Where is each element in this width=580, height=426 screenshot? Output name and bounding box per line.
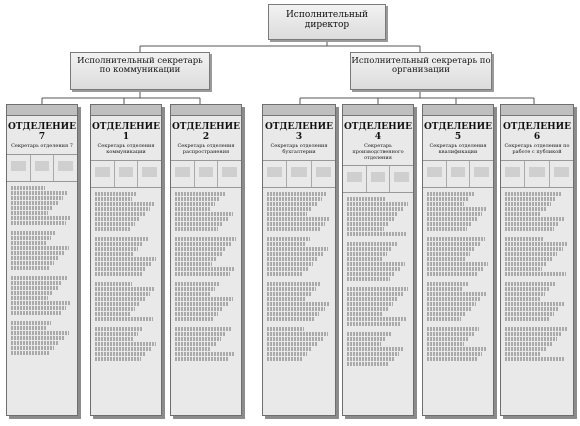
fine-print-line [95, 297, 145, 301]
fine-print-line [11, 331, 69, 335]
fine-print-line [95, 197, 132, 201]
department-7-subtitle: Секретарь отделения 7 [7, 142, 77, 155]
fine-print-line [427, 192, 474, 196]
fine-print-line [505, 317, 549, 321]
fine-print-line [175, 337, 221, 341]
fine-print-line [427, 302, 476, 306]
fine-print-line [347, 242, 397, 246]
fine-print-line [11, 301, 71, 305]
fine-print-line [267, 347, 312, 351]
fine-print-line [347, 342, 381, 346]
fine-print-line [175, 242, 231, 246]
fine-print-line [427, 297, 481, 301]
department-6-subtitle: Секретарь отделения по работе с публикой [501, 142, 573, 161]
fine-print-line [95, 272, 142, 276]
fine-print-line [95, 307, 135, 311]
fine-print-line [505, 327, 567, 331]
fine-print-line [505, 342, 552, 346]
fine-print-line [427, 357, 477, 361]
department-1-subtitle: Секретарь отделения коммуникации [91, 142, 161, 161]
department-2-subtitle: Секретарь отделения распространения [171, 142, 241, 161]
fine-print-line [175, 292, 210, 296]
fine-print-line [11, 276, 67, 280]
fine-print-line [11, 261, 54, 265]
fine-print-line [95, 287, 155, 291]
fine-print-line [505, 337, 557, 341]
department-1 [90, 104, 162, 416]
fine-print-line [11, 216, 71, 220]
fine-print-line [267, 227, 320, 231]
department-7 [6, 104, 78, 416]
fine-print-line [427, 237, 485, 241]
fine-print-line [347, 287, 408, 291]
fine-print-line [11, 326, 46, 330]
fine-print-line [267, 342, 318, 346]
fine-print-line [347, 337, 386, 341]
fine-print-line [347, 302, 393, 306]
fine-print-line [267, 217, 330, 221]
fine-print-line [505, 207, 546, 211]
fine-print-line [427, 252, 470, 256]
fine-print-line [175, 317, 213, 321]
fine-print-line [505, 242, 568, 246]
department-2-body [171, 188, 241, 366]
fine-print-line [95, 327, 143, 331]
department-3 [262, 104, 336, 416]
fine-print-line [11, 311, 61, 315]
fine-print-line [347, 362, 389, 366]
fine-print-line [267, 207, 312, 211]
fine-print-line [175, 212, 233, 216]
fine-print-line [347, 357, 394, 361]
fine-print-line [347, 207, 403, 211]
fine-print-line [11, 211, 48, 215]
fine-print-line [175, 307, 223, 311]
fine-print-line [11, 266, 49, 270]
fine-print-line [505, 267, 542, 271]
fine-print-line [347, 277, 390, 281]
fine-print-line [347, 257, 382, 261]
department-2 [170, 104, 242, 416]
fine-print-line [427, 227, 467, 231]
fine-print-line [427, 317, 461, 321]
fine-print-line [175, 217, 228, 221]
fine-print-line [95, 212, 145, 216]
department-5-header-strip [423, 105, 493, 116]
fine-print-line [505, 262, 547, 266]
fine-print-line [267, 282, 321, 286]
fine-print-line [95, 292, 150, 296]
department-6-body [501, 188, 573, 366]
fine-print-line [11, 221, 66, 225]
fine-print-line [11, 341, 59, 345]
fine-print-line [347, 307, 388, 311]
department-7-body [7, 182, 77, 360]
department-1-sections [91, 161, 161, 188]
department-4-header-strip [343, 105, 413, 116]
fine-print-line [267, 267, 308, 271]
fine-print-line [11, 296, 48, 300]
fine-print-line [267, 287, 316, 291]
department-2-sections [171, 161, 241, 188]
fine-print-line [267, 302, 330, 306]
fine-print-line [175, 202, 215, 206]
fine-print-line [11, 201, 58, 205]
fine-print-line [175, 192, 225, 196]
fine-print-line [175, 332, 226, 336]
fine-print-line [427, 197, 469, 201]
department-5-body [423, 188, 493, 366]
fine-print-line [175, 347, 211, 351]
secretary-organization-box [350, 52, 492, 90]
fine-print-line [505, 307, 559, 311]
fine-print-line [427, 282, 468, 286]
fine-print-line [175, 267, 235, 271]
fine-print-line [11, 246, 69, 250]
fine-print-line [427, 327, 479, 331]
fine-print-line [95, 317, 153, 321]
fine-print-line [427, 212, 482, 216]
fine-print-line [267, 262, 313, 266]
department-1-body [91, 188, 161, 366]
department-7-sections [7, 155, 77, 182]
fine-print-line [347, 332, 391, 336]
fine-print-line [267, 197, 322, 201]
fine-print-line [95, 237, 148, 241]
fine-print-line [175, 247, 226, 251]
fine-print-line [175, 257, 217, 261]
fine-print-line [347, 222, 389, 226]
fine-print-line [347, 297, 398, 301]
fine-print-line [175, 262, 212, 266]
department-7-header-strip [7, 105, 77, 116]
fine-print-line [95, 357, 141, 361]
fine-print-line [95, 222, 135, 226]
fine-print-line [427, 242, 480, 246]
fine-print-line [95, 302, 140, 306]
department-3-sections [263, 161, 335, 188]
fine-print-line [267, 297, 306, 301]
fine-print-line [11, 236, 51, 240]
department-4-subtitle: Секретарь производственного отделения [343, 142, 413, 166]
fine-print-line [347, 267, 400, 271]
fine-print-line [95, 347, 151, 351]
fine-print-line [347, 292, 403, 296]
fine-print-line [175, 287, 215, 291]
fine-print-line [175, 297, 233, 301]
fine-print-line [95, 282, 132, 286]
fine-print-line [427, 262, 488, 266]
fine-print-line [505, 312, 554, 316]
fine-print-line [347, 217, 394, 221]
fine-print-line [267, 192, 327, 196]
department-5-subtitle: Секретарь отделения квалификации [423, 142, 493, 161]
fine-print-line [267, 212, 307, 216]
fine-print-line [427, 342, 464, 346]
fine-print-line [95, 247, 138, 251]
fine-print-line [427, 222, 472, 226]
fine-print-line [11, 346, 54, 350]
fine-print-line [427, 267, 483, 271]
fine-print-line [347, 262, 405, 266]
fine-print-line [267, 202, 317, 206]
fine-print-line [11, 321, 51, 325]
fine-print-line [505, 202, 551, 206]
fine-print-line [11, 206, 53, 210]
fine-print-line [505, 332, 562, 336]
fine-print-line [95, 257, 156, 261]
fine-print-line [505, 287, 550, 291]
department-3-subtitle: Секретарь отделения бухгалтерии [263, 142, 335, 161]
fine-print-line [11, 231, 56, 235]
fine-print-line [347, 272, 395, 276]
department-4 [342, 104, 414, 416]
department-1-header-strip [91, 105, 161, 116]
fine-print-line [347, 312, 383, 316]
fine-print-line [95, 342, 156, 346]
department-5-sections [423, 161, 493, 188]
department-3-body [263, 188, 335, 366]
fine-print-line [95, 242, 143, 246]
fine-print-line [427, 307, 471, 311]
fine-print-line [267, 272, 303, 276]
department-5-title: ОТДЕЛЕНИЕ 5 [423, 122, 493, 142]
fine-print-line [505, 257, 552, 261]
fine-print-line [427, 337, 469, 341]
fine-print-line [347, 197, 385, 201]
fine-print-line [505, 357, 565, 361]
fine-print-line [267, 327, 304, 331]
fine-print-line [175, 222, 223, 226]
fine-print-line [175, 312, 218, 316]
fine-print-line [267, 292, 311, 296]
department-6-sections [501, 161, 573, 188]
fine-print-line [347, 352, 399, 356]
fine-print-line [11, 251, 64, 255]
fine-print-line [347, 247, 392, 251]
fine-print-line [427, 257, 465, 261]
fine-print-line [505, 297, 540, 301]
department-2-title: ОТДЕЛЕНИЕ 2 [171, 122, 241, 142]
fine-print-line [11, 336, 64, 340]
fine-print-line [347, 347, 404, 351]
fine-print-line [267, 252, 323, 256]
secretary-communication-box [70, 52, 210, 90]
fine-print-line [427, 352, 482, 356]
department-2-header-strip [171, 105, 241, 116]
fine-print-line [427, 287, 463, 291]
department-3-title: ОТДЕЛЕНИЕ 3 [264, 122, 334, 142]
fine-print-line [267, 332, 328, 336]
fine-print-line [11, 196, 63, 200]
fine-print-line [175, 197, 220, 201]
fine-print-line [95, 352, 146, 356]
fine-print-line [427, 332, 474, 336]
fine-print-line [95, 312, 130, 316]
fine-print-line [95, 202, 155, 206]
fine-print-line [427, 247, 475, 251]
fine-print-line [347, 252, 387, 256]
fine-print-line [347, 232, 407, 236]
fine-print-line [11, 191, 68, 195]
fine-print-line [427, 207, 487, 211]
fine-print-line [505, 192, 561, 196]
fine-print-line [95, 192, 137, 196]
fine-print-line [175, 207, 210, 211]
fine-print-line [505, 212, 541, 216]
fine-print-line [95, 252, 133, 256]
secretary-communication-title: Исполнительный секретарь по коммуникации [77, 56, 203, 76]
department-6 [500, 104, 574, 416]
fine-print-line [267, 257, 318, 261]
fine-print-line [267, 317, 314, 321]
fine-print-line [175, 272, 230, 276]
fine-print-line [347, 202, 408, 206]
fine-print-line [427, 202, 464, 206]
fine-print-line [267, 237, 310, 241]
department-5 [422, 104, 494, 416]
department-6-title: ОТДЕЛЕНИЕ 6 [502, 122, 572, 142]
fine-print-line [175, 282, 220, 286]
department-3-header-strip [263, 105, 335, 116]
fine-print-line [175, 227, 218, 231]
director-title: Исполнительный директор [285, 10, 369, 30]
fine-print-line [267, 337, 323, 341]
fine-print-line [11, 241, 46, 245]
fine-print-line [175, 327, 231, 331]
fine-print-line [175, 252, 222, 256]
department-6-header-strip [501, 105, 573, 116]
fine-print-line [175, 342, 216, 346]
fine-print-line [95, 207, 150, 211]
fine-print-line [505, 247, 563, 251]
department-1-title: ОТДЕЛЕНИЕ 1 [91, 122, 161, 142]
fine-print-line [11, 286, 58, 290]
fine-print-line [505, 272, 566, 276]
fine-print-line [267, 247, 328, 251]
fine-print-line [11, 256, 59, 260]
fine-print-line [505, 217, 565, 221]
fine-print-line [11, 281, 62, 285]
fine-print-line [95, 332, 138, 336]
fine-print-line [505, 237, 544, 241]
fine-print-line [175, 357, 229, 361]
fine-print-line [267, 352, 307, 356]
fine-print-line [11, 351, 49, 355]
fine-print-line [95, 267, 146, 271]
director-box [268, 4, 386, 40]
fine-print-line [95, 227, 130, 231]
fine-print-line [175, 237, 236, 241]
fine-print-line [505, 302, 564, 306]
fine-print-line [505, 352, 541, 356]
fine-print-line [175, 302, 228, 306]
fine-print-line [95, 337, 133, 341]
fine-print-line [11, 291, 53, 295]
fine-print-line [505, 227, 554, 231]
fine-print-line [347, 317, 406, 321]
fine-print-line [175, 352, 234, 356]
fine-print-line [11, 186, 45, 190]
fine-print-line [505, 222, 559, 226]
fine-print-line [505, 282, 556, 286]
fine-print-line [427, 217, 477, 221]
fine-print-line [95, 262, 151, 266]
fine-print-line [347, 227, 384, 231]
fine-print-line [267, 242, 305, 246]
fine-print-line [11, 306, 66, 310]
fine-print-line [505, 197, 556, 201]
fine-print-line [347, 212, 398, 216]
department-4-body [343, 193, 413, 371]
fine-print-line [427, 292, 486, 296]
department-4-title: ОТДЕЛЕНИЕ 4 [343, 122, 413, 142]
fine-print-line [505, 252, 557, 256]
fine-print-line [95, 217, 140, 221]
fine-print-line [267, 312, 319, 316]
fine-print-line [267, 307, 325, 311]
department-7-title: ОТДЕЛЕНИЕ 7 [7, 122, 77, 142]
fine-print-line [267, 357, 302, 361]
fine-print-line [347, 322, 401, 326]
fine-print-line [427, 347, 487, 351]
fine-print-line [505, 347, 547, 351]
fine-print-line [427, 312, 466, 316]
fine-print-line [505, 292, 545, 296]
fine-print-line [267, 222, 325, 226]
department-4-sections [343, 166, 413, 193]
secretary-organization-title: Исполнительный секретарь по организации [351, 56, 491, 76]
fine-print-line [427, 272, 478, 276]
